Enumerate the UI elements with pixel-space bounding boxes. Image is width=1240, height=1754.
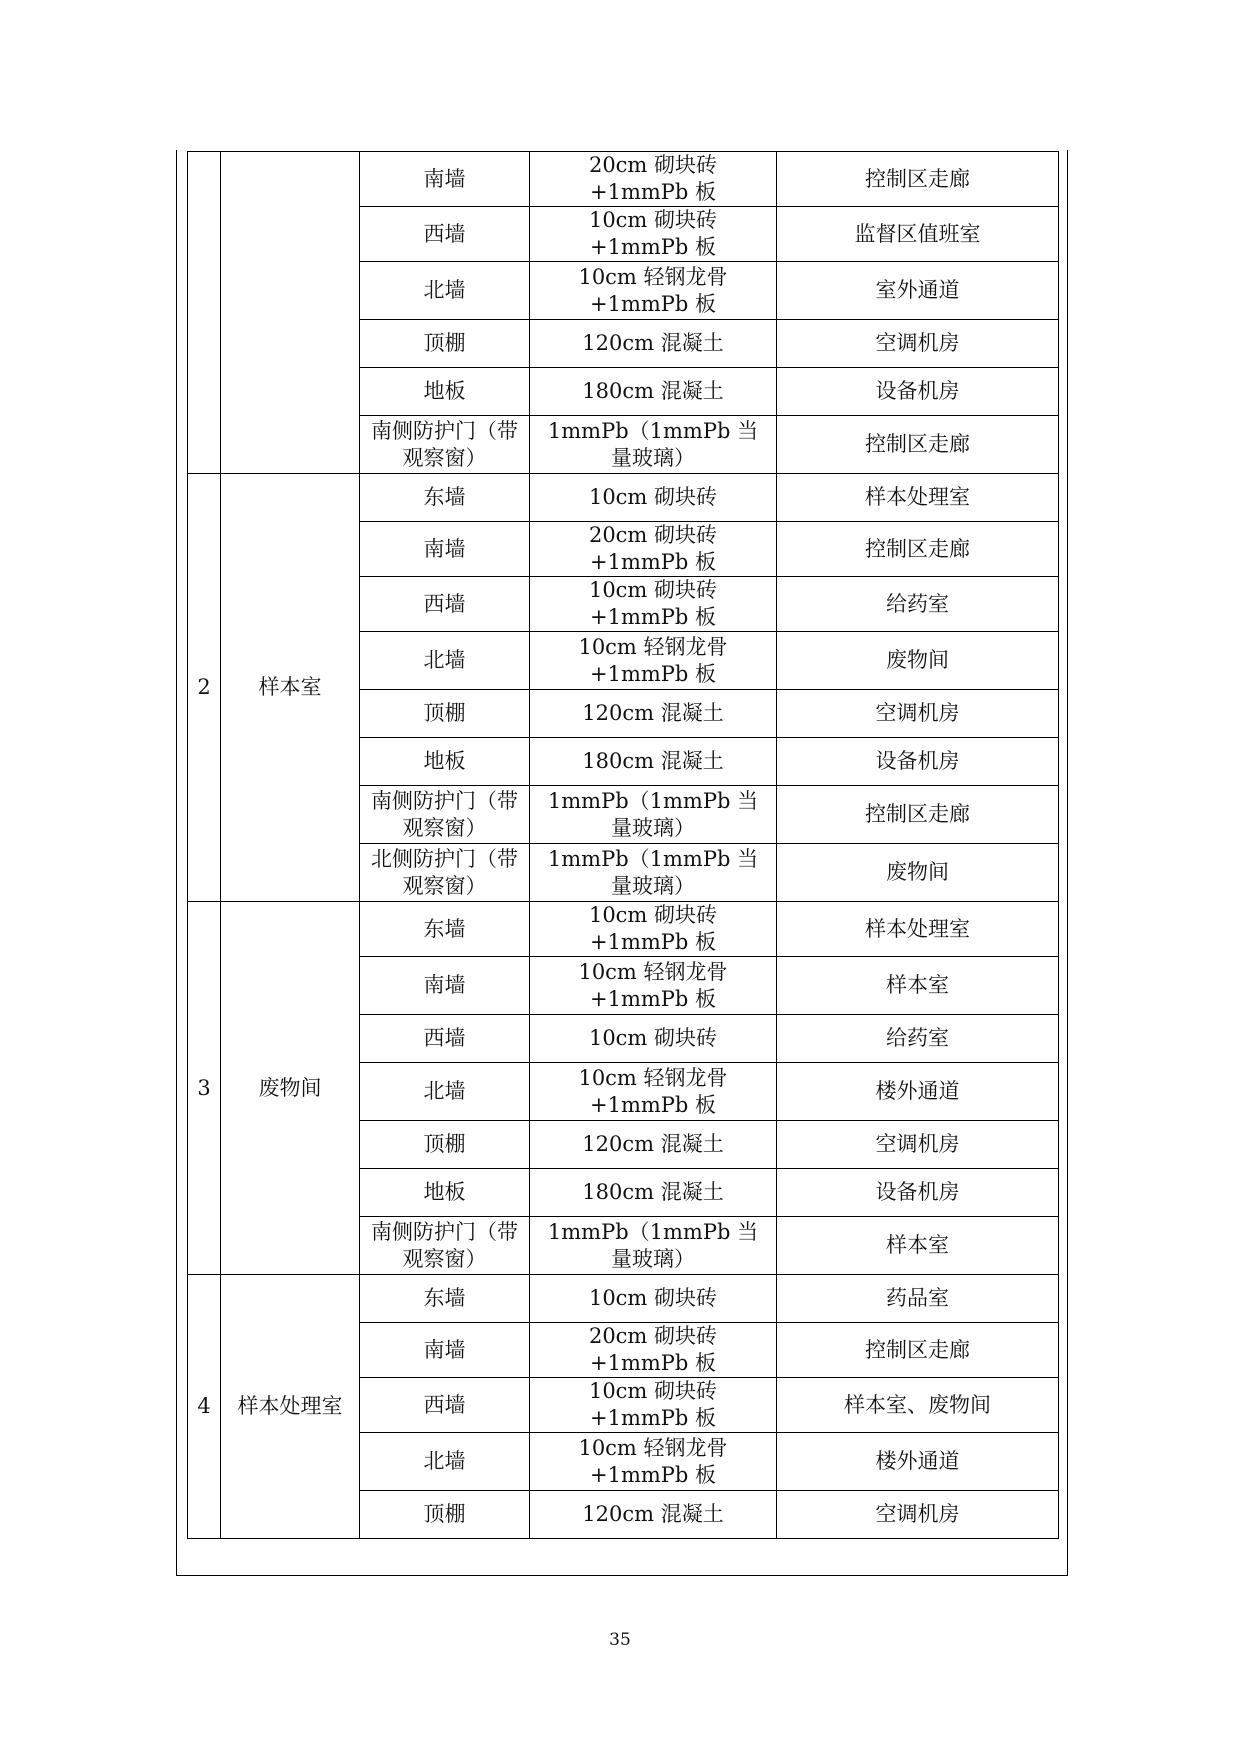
adjacent-area-cell: 样本处理室 bbox=[777, 474, 1059, 522]
shield-material-cell: 120cm 混凝土 bbox=[530, 690, 777, 738]
page-number: 35 bbox=[609, 1630, 631, 1650]
adjacent-area-cell: 样本处理室 bbox=[777, 902, 1059, 957]
shield-material-cell: 20cm 砌块砖+1mmPb 板 bbox=[530, 152, 777, 207]
shield-material-cell: 10cm 砌块砖+1mmPb 板 bbox=[530, 902, 777, 957]
shield-material-cell: 120cm 混凝土 bbox=[530, 1491, 777, 1539]
wall-position-cell: 北侧防护门（带观察窗） bbox=[360, 844, 530, 902]
wall-position-cell: 南墙 bbox=[360, 1323, 530, 1378]
wall-position-cell: 北墙 bbox=[360, 1063, 530, 1121]
wall-position-cell: 顶棚 bbox=[360, 1491, 530, 1539]
wall-position-cell: 地板 bbox=[360, 1169, 530, 1217]
shield-material-cell: 10cm 砌块砖 bbox=[530, 1015, 777, 1063]
room-name-cell: 废物间 bbox=[221, 902, 360, 1275]
wall-position-cell: 北墙 bbox=[360, 262, 530, 320]
adjacent-area-cell: 废物间 bbox=[777, 632, 1059, 690]
wall-position-cell: 东墙 bbox=[360, 474, 530, 522]
adjacent-area-cell: 控制区走廊 bbox=[777, 416, 1059, 474]
adjacent-area-cell: 样本室 bbox=[777, 957, 1059, 1015]
adjacent-area-cell: 室外通道 bbox=[777, 262, 1059, 320]
wall-position-cell: 顶棚 bbox=[360, 690, 530, 738]
shield-material-cell: 120cm 混凝土 bbox=[530, 1121, 777, 1169]
shield-material-cell: 10cm 砌块砖+1mmPb 板 bbox=[530, 577, 777, 632]
group-number-cell: 3 bbox=[188, 902, 221, 1275]
adjacent-area-cell: 控制区走廊 bbox=[777, 522, 1059, 577]
wall-position-cell: 东墙 bbox=[360, 1275, 530, 1323]
shielding-table-body bbox=[188, 152, 1059, 1539]
group-number-cell bbox=[188, 152, 221, 474]
wall-position-cell: 西墙 bbox=[360, 207, 530, 262]
wall-position-cell: 北墙 bbox=[360, 1433, 530, 1491]
group-number-cell: 4 bbox=[188, 1275, 221, 1539]
shield-material-cell: 20cm 砌块砖+1mmPb 板 bbox=[530, 1323, 777, 1378]
adjacent-area-cell: 监督区值班室 bbox=[777, 207, 1059, 262]
shield-material-cell: 10cm 砌块砖 bbox=[530, 474, 777, 522]
wall-position-cell: 南墙 bbox=[360, 957, 530, 1015]
wall-position-cell: 顶棚 bbox=[360, 320, 530, 368]
wall-position-cell: 西墙 bbox=[360, 1015, 530, 1063]
table-row bbox=[188, 474, 1059, 522]
table-row bbox=[188, 152, 1059, 207]
room-name-cell: 样本处理室 bbox=[221, 1275, 360, 1539]
adjacent-area-cell: 空调机房 bbox=[777, 320, 1059, 368]
wall-position-cell: 南墙 bbox=[360, 522, 530, 577]
adjacent-area-cell: 空调机房 bbox=[777, 1121, 1059, 1169]
adjacent-area-cell: 楼外通道 bbox=[777, 1063, 1059, 1121]
shield-material-cell: 10cm 轻钢龙骨+1mmPb 板 bbox=[530, 632, 777, 690]
wall-position-cell: 地板 bbox=[360, 368, 530, 416]
shield-material-cell: 1mmPb（1mmPb 当量玻璃） bbox=[530, 786, 777, 844]
adjacent-area-cell: 控制区走廊 bbox=[777, 1323, 1059, 1378]
shield-material-cell: 180cm 混凝土 bbox=[530, 368, 777, 416]
wall-position-cell: 西墙 bbox=[360, 1378, 530, 1433]
shield-material-cell: 10cm 轻钢龙骨+1mmPb 板 bbox=[530, 957, 777, 1015]
adjacent-area-cell: 控制区走廊 bbox=[777, 152, 1059, 207]
shield-material-cell: 1mmPb（1mmPb 当量玻璃） bbox=[530, 1217, 777, 1275]
shield-material-cell: 10cm 轻钢龙骨+1mmPb 板 bbox=[530, 262, 777, 320]
room-name-cell bbox=[221, 152, 360, 474]
adjacent-area-cell: 样本室 bbox=[777, 1217, 1059, 1275]
table-row bbox=[188, 902, 1059, 957]
wall-position-cell: 北墙 bbox=[360, 632, 530, 690]
wall-position-cell: 东墙 bbox=[360, 902, 530, 957]
shield-material-cell: 20cm 砌块砖+1mmPb 板 bbox=[530, 522, 777, 577]
adjacent-area-cell: 给药室 bbox=[777, 1015, 1059, 1063]
shield-material-cell: 120cm 混凝土 bbox=[530, 320, 777, 368]
adjacent-area-cell: 空调机房 bbox=[777, 1491, 1059, 1539]
shield-material-cell: 10cm 砌块砖 bbox=[530, 1275, 777, 1323]
adjacent-area-cell: 设备机房 bbox=[777, 368, 1059, 416]
shield-material-cell: 1mmPb（1mmPb 当量玻璃） bbox=[530, 416, 777, 474]
adjacent-area-cell: 废物间 bbox=[777, 844, 1059, 902]
shield-material-cell: 10cm 砌块砖+1mmPb 板 bbox=[530, 1378, 777, 1433]
adjacent-area-cell: 药品室 bbox=[777, 1275, 1059, 1323]
shielding-table bbox=[187, 151, 1059, 1539]
shield-material-cell: 10cm 轻钢龙骨+1mmPb 板 bbox=[530, 1063, 777, 1121]
adjacent-area-cell: 给药室 bbox=[777, 577, 1059, 632]
adjacent-area-cell: 控制区走廊 bbox=[777, 786, 1059, 844]
adjacent-area-cell: 设备机房 bbox=[777, 738, 1059, 786]
shield-material-cell: 1mmPb（1mmPb 当量玻璃） bbox=[530, 844, 777, 902]
shield-material-cell: 10cm 轻钢龙骨+1mmPb 板 bbox=[530, 1433, 777, 1491]
wall-position-cell: 南侧防护门（带观察窗） bbox=[360, 416, 530, 474]
wall-position-cell: 地板 bbox=[360, 738, 530, 786]
shield-material-cell: 180cm 混凝土 bbox=[530, 1169, 777, 1217]
shield-material-cell: 180cm 混凝土 bbox=[530, 738, 777, 786]
shield-material-cell: 10cm 砌块砖+1mmPb 板 bbox=[530, 207, 777, 262]
group-number-cell: 2 bbox=[188, 474, 221, 902]
wall-position-cell: 顶棚 bbox=[360, 1121, 530, 1169]
wall-position-cell: 南侧防护门（带观察窗） bbox=[360, 786, 530, 844]
room-name-cell: 样本室 bbox=[221, 474, 360, 902]
table-row bbox=[188, 1275, 1059, 1323]
adjacent-area-cell: 设备机房 bbox=[777, 1169, 1059, 1217]
adjacent-area-cell: 样本室、废物间 bbox=[777, 1378, 1059, 1433]
wall-position-cell: 南侧防护门（带观察窗） bbox=[360, 1217, 530, 1275]
wall-position-cell: 西墙 bbox=[360, 577, 530, 632]
adjacent-area-cell: 楼外通道 bbox=[777, 1433, 1059, 1491]
wall-position-cell: 南墙 bbox=[360, 152, 530, 207]
adjacent-area-cell: 空调机房 bbox=[777, 690, 1059, 738]
